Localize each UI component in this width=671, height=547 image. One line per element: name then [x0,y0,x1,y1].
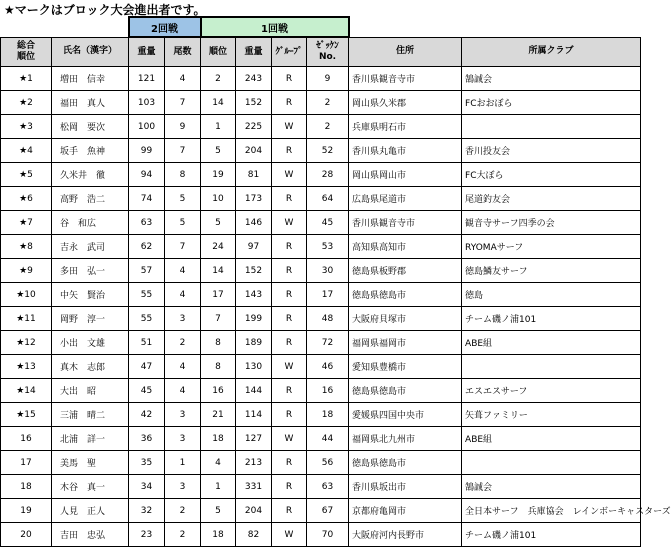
name-cell: 中矢 賢治 [52,283,129,307]
name-cell: 高野 浩二 [52,187,129,211]
overall-rank-cell: 18 [1,475,52,499]
zekken-cell: 67 [307,499,349,523]
r2-count-cell: 3 [165,307,201,331]
zekken-cell: 17 [307,283,349,307]
r2-count-cell: 4 [165,283,201,307]
col-r1-group: ｸﾞﾙｰﾌﾟ [272,37,307,67]
table-row [1,475,641,499]
col-club: 所属クラブ [462,37,641,67]
overall-rank-cell: 16 [1,427,52,451]
address-cell: 徳島県板野郡 [349,259,462,283]
r2-count-cell: 3 [165,427,201,451]
overall-rank-cell: ★7 [1,211,52,235]
table-row [1,211,641,235]
r2-count-cell: 1 [165,451,201,475]
overall-rank-cell: ★10 [1,283,52,307]
r1-group-cell: R [272,379,307,403]
col-r2-weight: 重量 [129,37,165,67]
r1-weight-cell: 199 [236,307,272,331]
r1-weight-cell: 130 [236,355,272,379]
zekken-cell: 44 [307,427,349,451]
r2-count-cell: 2 [165,499,201,523]
r1-rank-cell: 5 [201,499,236,523]
r1-weight-cell: 144 [236,379,272,403]
r1-group-cell: W [272,115,307,139]
table-row [1,499,641,523]
r1-rank-cell: 16 [201,379,236,403]
address-cell: 福岡県北九州市 [349,427,462,451]
round2-group-header: 2回戦 [129,17,201,37]
r1-group-cell: R [272,499,307,523]
address-cell: 愛媛県四国中央市 [349,403,462,427]
club-cell: エスエスサーフ [462,379,641,403]
r1-group-cell: W [272,427,307,451]
r1-group-cell: R [272,403,307,427]
r2-weight-cell: 100 [129,115,165,139]
zekken-cell: 56 [307,451,349,475]
club-cell: FCおおぼら [462,91,641,115]
r2-weight-cell: 99 [129,139,165,163]
r2-count-cell: 7 [165,235,201,259]
r1-group-cell: R [272,307,307,331]
table-row [1,115,641,139]
r1-rank-cell: 17 [201,283,236,307]
r2-count-cell: 4 [165,67,201,91]
r2-weight-cell: 55 [129,283,165,307]
r1-weight-cell: 114 [236,403,272,427]
club-cell [462,451,641,475]
table-row [1,523,641,547]
r1-rank-cell: 1 [201,475,236,499]
club-cell: 香川投友会 [462,139,641,163]
name-cell: 坂手 魚神 [52,139,129,163]
table-row [1,451,641,475]
r2-count-cell: 4 [165,379,201,403]
club-cell: RYOMAサーフ [462,235,641,259]
col-r1-weight: 重量 [236,37,272,67]
address-cell: 香川県坂出市 [349,475,462,499]
address-cell: 徳島県徳島市 [349,283,462,307]
r1-group-cell: R [272,187,307,211]
address-cell: 香川県丸亀市 [349,139,462,163]
overall-rank-cell: ★6 [1,187,52,211]
zekken-cell: 48 [307,307,349,331]
address-cell: 岡山県久米郡 [349,91,462,115]
r2-weight-cell: 23 [129,523,165,547]
r1-rank-cell: 21 [201,403,236,427]
club-cell: 徳島 [462,283,641,307]
zekken-cell: 45 [307,211,349,235]
club-cell: ABE組 [462,331,641,355]
table-row [1,91,641,115]
zekken-cell: 2 [307,91,349,115]
r1-weight-cell: 82 [236,523,272,547]
table-row [1,67,641,91]
r2-count-cell: 2 [165,523,201,547]
r1-rank-cell: 24 [201,235,236,259]
zekken-cell: 63 [307,475,349,499]
address-cell: 広島県尾道市 [349,187,462,211]
r1-rank-cell: 5 [201,139,236,163]
table-row [1,259,641,283]
r2-count-cell: 2 [165,331,201,355]
r2-weight-cell: 42 [129,403,165,427]
name-cell: 美馬 聖 [52,451,129,475]
r1-weight-cell: 204 [236,499,272,523]
table-row [1,403,641,427]
name-cell: 吉永 武司 [52,235,129,259]
overall-rank-cell: ★2 [1,91,52,115]
r1-group-cell: R [272,259,307,283]
r2-weight-cell: 45 [129,379,165,403]
r1-group-cell: R [272,139,307,163]
name-cell: 福田 真人 [52,91,129,115]
r2-count-cell: 3 [165,403,201,427]
r1-rank-cell: 5 [201,211,236,235]
club-cell: 矢葺ファミリー [462,403,641,427]
r1-rank-cell: 8 [201,331,236,355]
zekken-cell: 28 [307,163,349,187]
table-row [1,307,641,331]
group-spacer-right [349,17,641,37]
r2-weight-cell: 57 [129,259,165,283]
address-cell: 高知県高知市 [349,235,462,259]
r1-group-cell: R [272,67,307,91]
name-cell: 北浦 詳一 [52,427,129,451]
r2-weight-cell: 74 [129,187,165,211]
table-row [1,139,641,163]
r1-weight-cell: 331 [236,475,272,499]
zekken-cell: 72 [307,331,349,355]
r1-group-cell: W [272,355,307,379]
overall-rank-cell: ★11 [1,307,52,331]
club-cell [462,115,641,139]
overall-rank-cell: ★12 [1,331,52,355]
club-cell: 尾道釣友会 [462,187,641,211]
overall-rank-cell: ★1 [1,67,52,91]
r1-group-cell: W [272,523,307,547]
r1-rank-cell: 8 [201,355,236,379]
overall-rank-cell: 20 [1,523,52,547]
r2-weight-cell: 55 [129,307,165,331]
r1-group-cell: W [272,211,307,235]
club-cell: チーム磯ノ浦101 [462,523,641,547]
r1-weight-cell: 173 [236,187,272,211]
r1-rank-cell: 7 [201,307,236,331]
name-cell: 岡野 淳一 [52,307,129,331]
r2-weight-cell: 35 [129,451,165,475]
name-cell: 久米井 徹 [52,163,129,187]
zekken-cell: 64 [307,187,349,211]
overall-rank-cell: ★13 [1,355,52,379]
col-r2-count: 尾数 [165,37,201,67]
r1-weight-cell: 213 [236,451,272,475]
qualifier-note: ★マークはブロック大会進出者です。 [4,3,206,17]
address-cell: 徳島県徳島市 [349,451,462,475]
zekken-cell: 70 [307,523,349,547]
overall-rank-cell: ★5 [1,163,52,187]
r1-weight-cell: 146 [236,211,272,235]
r1-weight-cell: 189 [236,331,272,355]
r1-weight-cell: 81 [236,163,272,187]
r2-count-cell: 5 [165,187,201,211]
club-cell: 全日本サーフ 兵庫協会 レインボーキャスターズ [462,499,641,523]
table-row [1,427,641,451]
r2-weight-cell: 32 [129,499,165,523]
col-overall-rank: 総合 順位 [1,37,52,67]
name-cell: 吉田 忠弘 [52,523,129,547]
r2-weight-cell: 103 [129,91,165,115]
r1-weight-cell: 97 [236,235,272,259]
r1-rank-cell: 19 [201,163,236,187]
name-cell: 真木 志郎 [52,355,129,379]
name-cell: 多田 弘一 [52,259,129,283]
r1-rank-cell: 1 [201,115,236,139]
address-cell: 岡山県岡山市 [349,163,462,187]
name-cell: 松岡 要次 [52,115,129,139]
zekken-cell: 9 [307,67,349,91]
r1-group-cell: R [272,475,307,499]
table-row [1,355,641,379]
r1-weight-cell: 143 [236,283,272,307]
r2-count-cell: 4 [165,259,201,283]
r2-weight-cell: 51 [129,331,165,355]
r2-weight-cell: 47 [129,355,165,379]
r1-group-cell: R [272,451,307,475]
col-address: 住所 [349,37,462,67]
name-cell: 木谷 真一 [52,475,129,499]
zekken-cell: 53 [307,235,349,259]
group-spacer [1,17,129,37]
overall-rank-cell: ★15 [1,403,52,427]
r2-count-cell: 3 [165,475,201,499]
club-cell [462,355,641,379]
name-cell: 三浦 晴二 [52,403,129,427]
results-body [1,67,671,547]
r1-group-cell: R [272,331,307,355]
r2-count-cell: 7 [165,91,201,115]
overall-rank-cell: ★4 [1,139,52,163]
overall-rank-cell: ★9 [1,259,52,283]
name-cell: 人見 正人 [52,499,129,523]
table-row [1,187,641,211]
overall-rank-cell: ★14 [1,379,52,403]
col-zekken: ｾﾞｯｹﾝ No. [307,37,349,67]
zekken-cell: 52 [307,139,349,163]
overall-rank-cell: 19 [1,499,52,523]
r1-weight-cell: 204 [236,139,272,163]
r2-count-cell: 7 [165,139,201,163]
r1-weight-cell: 243 [236,67,272,91]
address-cell: 福岡県福岡市 [349,331,462,355]
zekken-cell: 18 [307,403,349,427]
r2-weight-cell: 34 [129,475,165,499]
zekken-cell: 2 [307,115,349,139]
club-cell: ABE組 [462,427,641,451]
r1-rank-cell: 14 [201,259,236,283]
club-cell: 観音寺サーフ四季の会 [462,211,641,235]
r2-count-cell: 5 [165,211,201,235]
address-cell: 京都府亀岡市 [349,499,462,523]
table-row [1,235,641,259]
r2-weight-cell: 94 [129,163,165,187]
r1-weight-cell: 152 [236,91,272,115]
address-cell: 徳島県徳島市 [349,379,462,403]
r2-weight-cell: 62 [129,235,165,259]
r1-group-cell: W [272,163,307,187]
r2-weight-cell: 36 [129,427,165,451]
r1-rank-cell: 4 [201,451,236,475]
club-cell: 徳島鱗友サーフ [462,259,641,283]
name-cell: 大出 昭 [52,379,129,403]
r1-group-cell: R [272,91,307,115]
address-cell: 香川県観音寺市 [349,211,462,235]
zekken-cell: 30 [307,259,349,283]
r1-group-cell: R [272,235,307,259]
r1-weight-cell: 225 [236,115,272,139]
table-row [1,379,641,403]
name-cell: 谷 和広 [52,211,129,235]
address-cell: 兵庫県明石市 [349,115,462,139]
r2-count-cell: 9 [165,115,201,139]
col-name: 氏名（漢字） [52,37,129,67]
r1-rank-cell: 14 [201,91,236,115]
overall-rank-cell: ★8 [1,235,52,259]
zekken-cell: 16 [307,379,349,403]
table-row [1,163,641,187]
table-row [1,283,641,307]
address-cell: 大阪府河内長野市 [349,523,462,547]
r1-weight-cell: 152 [236,259,272,283]
club-cell: チーム磯ノ浦101 [462,307,641,331]
zekken-cell: 46 [307,355,349,379]
results-table [0,16,671,547]
table-row [1,331,641,355]
r1-rank-cell: 18 [201,523,236,547]
club-cell: 鵠誠会 [462,67,641,91]
club-cell: FC大ぼら [462,163,641,187]
r2-count-cell: 8 [165,163,201,187]
r2-weight-cell: 121 [129,67,165,91]
r1-group-cell: R [272,283,307,307]
r2-weight-cell: 63 [129,211,165,235]
round1-group-header: 1回戦 [201,17,349,37]
name-cell: 増田 信幸 [52,67,129,91]
club-cell: 鵠誠会 [462,475,641,499]
name-cell: 小出 文雄 [52,331,129,355]
r1-rank-cell: 2 [201,67,236,91]
r1-rank-cell: 18 [201,427,236,451]
overall-rank-cell: ★3 [1,115,52,139]
address-cell: 香川県観音寺市 [349,67,462,91]
overall-rank-cell: 17 [1,451,52,475]
address-cell: 愛知県豊橋市 [349,355,462,379]
address-cell: 大阪府貝塚市 [349,307,462,331]
r2-count-cell: 4 [165,355,201,379]
r1-weight-cell: 127 [236,427,272,451]
r1-rank-cell: 10 [201,187,236,211]
col-r1-rank: 順位 [201,37,236,67]
